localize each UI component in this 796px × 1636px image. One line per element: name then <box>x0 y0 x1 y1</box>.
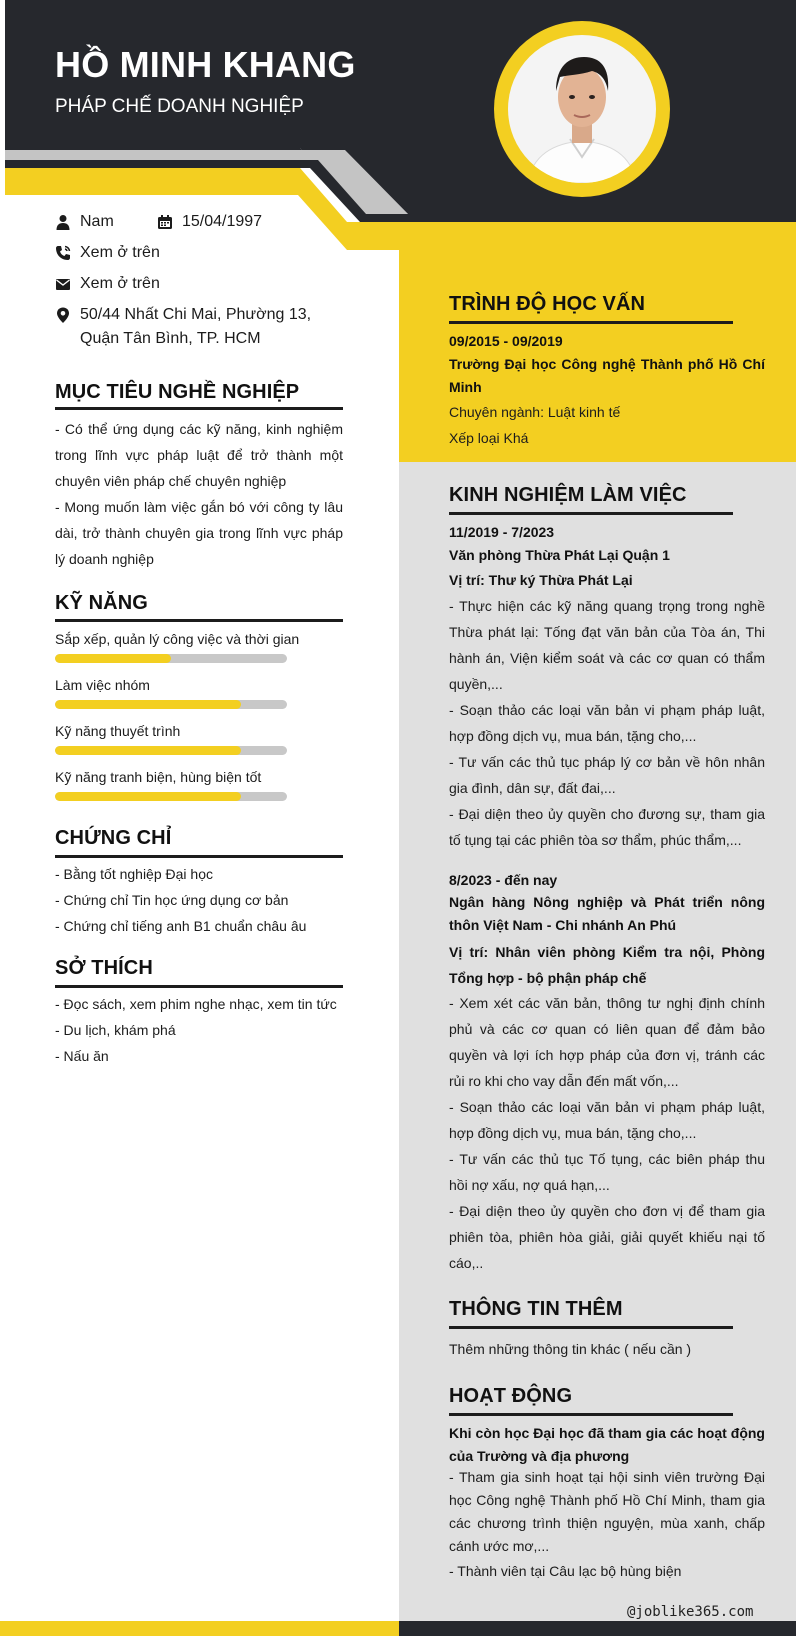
skill-bar <box>55 792 287 801</box>
location-pin-icon <box>55 307 71 323</box>
skill-label: Làm việc nhóm <box>55 677 150 693</box>
footer-yellow-strip <box>0 1621 399 1636</box>
additional-title: THÔNG TIN THÊM <box>449 1298 623 1320</box>
activity-item: - Tham gia sinh hoạt tại hội sinh viên trường Đại học Công nghệ Thành phố Hồ Chí Minh, tham gia các chương trình thiện nguyện, mùa xanh, chấp cánh ước mơ,... <box>449 1469 765 1554</box>
address-line-1: 50/44 Nhất Chi Mai, Phường 13, <box>80 306 312 323</box>
additional-rule <box>449 1326 733 1329</box>
skill-bar-fill <box>55 792 241 801</box>
job-2-task: - Đại diện theo ủy quyền cho đơn vị để tham gia phiên tòa, phiên hòa giải, giải quyết khiếu nại tố cáo,.. <box>449 1203 765 1271</box>
activities-heading: Khi còn học Đại học đã tham gia các hoạt động của Trường và địa phương <box>449 1425 765 1464</box>
watermark: @joblike365.com <box>627 1604 754 1620</box>
job-2-task: - Xem xét các văn bản, thông tư nghị định chính phủ và các cơ quan có liên quan để đảm bảo quyền và lợi ích hợp pháp của đơn vị, tránh các rủi ro khi cho vay dẫn đến mất vốn,... <box>449 995 765 1089</box>
footer-dark-strip <box>399 1621 796 1636</box>
gender-text: Nam <box>80 213 114 230</box>
skill-bar-fill <box>55 746 241 755</box>
calendar-icon <box>157 214 173 230</box>
job-2-task: - Soạn thảo các loại văn bản vi phạm pháp luật, hợp đồng dịch vụ, mua bán, tặng cho,... <box>449 1099 765 1141</box>
objective-paragraph-2: - Mong muốn làm việc gắn bó với công ty lâu dài, trở thành chuyên gia trong lĩnh vực pháp lý doanh nghiệp <box>55 499 343 567</box>
birthdate-text: 15/04/1997 <box>182 213 263 230</box>
education-title: TRÌNH ĐỘ HỌC VẤN <box>449 293 646 315</box>
skill-label: Kỹ năng thuyết trình <box>55 723 181 739</box>
avatar <box>508 35 656 183</box>
skills-rule <box>55 619 343 622</box>
job-1-date: 11/2019 - 7/2023 <box>449 524 555 540</box>
candidate-name: HỒ MINH KHANG <box>55 44 356 85</box>
person-icon <box>55 214 71 230</box>
job-1-task: - Thực hiện các kỹ năng quang trọng trong nghề Thừa phát lại: Tống đạt văn bản của Tòa án, Thi hành án, Viện kiểm soát và các cơ quan có thẩm quyền,... <box>449 598 765 692</box>
job-1-company: Văn phòng Thừa Phát Lại Quận 1 <box>449 547 670 563</box>
certificate-item: - Bằng tốt nghiệp Đại học <box>55 866 213 882</box>
skill-label: Kỹ năng tranh biện, hùng biện tốt <box>55 769 262 785</box>
email-text: Xem ở trên <box>80 275 160 292</box>
experience-title: KINH NGHIỆM LÀM VIỆC <box>449 484 687 506</box>
certificate-item: - Chứng chỉ tiếng anh B1 chuẩn châu âu <box>55 918 307 934</box>
skill-bar <box>55 654 287 663</box>
job-1-task: - Đại diện theo ủy quyền cho đương sự, tham gia tố tụng tại các phiên tòa sơ thẩm, phúc thẩm,... <box>449 806 765 848</box>
job-1-task: - Soạn thảo các loại văn bản vi phạm pháp luật, hợp đồng dịch vụ, mua bán, tặng cho,... <box>449 702 765 744</box>
header-bottom-dark-line <box>360 214 796 222</box>
hobby-item: - Nấu ăn <box>55 1048 109 1064</box>
skill-bar <box>55 746 287 755</box>
hobbies-rule <box>55 985 343 988</box>
education-major: Chuyên ngành: Luật kinh tế <box>449 404 621 420</box>
phone-icon <box>55 245 71 261</box>
skill-bar <box>55 700 287 709</box>
skill-bar-fill <box>55 700 241 709</box>
objective-title: MỤC TIÊU NGHỀ NGHIỆP <box>55 381 300 403</box>
skill-label: Sắp xếp, quản lý công việc và thời gian <box>55 631 300 647</box>
phone-text: Xem ở trên <box>80 244 160 261</box>
certificates-title: CHỨNG CHỈ <box>55 827 172 849</box>
education-school: Trường Đại học Công nghệ Thành phố Hồ Chí Minh <box>449 356 765 395</box>
job-2-date: 8/2023 - đến nay <box>449 872 558 888</box>
objective-paragraph-1: - Có thể ứng dụng các kỹ năng, kinh nghiệm trong lĩnh vực pháp luật để trở thành một chuyên viên pháp chế chuyên nghiệp <box>55 421 343 489</box>
education-rule <box>449 321 733 324</box>
hobby-item: - Du lịch, khám phá <box>55 1022 176 1038</box>
job-1-task: - Tư vấn các thủ tục pháp lý cơ bản về hôn nhân gia đình, dân sự, đất đai,... <box>449 754 765 796</box>
experience-rule <box>449 512 733 515</box>
additional-text: Thêm những thông tin khác ( nếu cần ) <box>449 1341 692 1357</box>
activities-rule <box>449 1413 733 1416</box>
hobbies-title: SỞ THÍCH <box>55 957 153 979</box>
job-2-company: Ngân hàng Nông nghiệp và Phát triển nông thôn Việt Nam - Chi nhánh An Phú <box>449 894 765 933</box>
job-1-position: Vị trí: Thư ký Thừa Phát Lại <box>449 572 633 588</box>
certificates-rule <box>55 855 343 858</box>
hobby-item: - Đọc sách, xem phim nghe nhạc, xem tin tức <box>55 996 337 1012</box>
education-grade: Xếp loại Khá <box>449 430 529 446</box>
envelope-icon <box>55 276 71 292</box>
education-date: 09/2015 - 09/2019 <box>449 333 563 349</box>
activity-item: - Thành viên tại Câu lạc bộ hùng biện <box>449 1563 682 1579</box>
skill-bar-fill <box>55 654 171 663</box>
skills-title: KỸ NĂNG <box>55 592 148 614</box>
job-2-position: Vị trí: Nhân viên phòng Kiểm tra nội, Phòng Tổng hợp - bộ phận pháp chế <box>449 944 765 986</box>
certificate-item: - Chứng chỉ Tin học ứng dụng cơ bản <box>55 892 289 908</box>
objective-rule <box>55 407 343 410</box>
activities-title: HOẠT ĐỘNG <box>449 1385 573 1407</box>
header-left-edge <box>0 0 5 1636</box>
address-line-2: Quận Tân Bình, TP. HCM <box>80 330 261 347</box>
job-title: PHÁP CHẾ DOANH NGHIỆP <box>55 96 304 117</box>
job-2-task: - Tư vấn các thủ tục Tố tụng, các biên pháp thu hồi nợ xấu, nợ quá hạn,... <box>449 1151 765 1193</box>
